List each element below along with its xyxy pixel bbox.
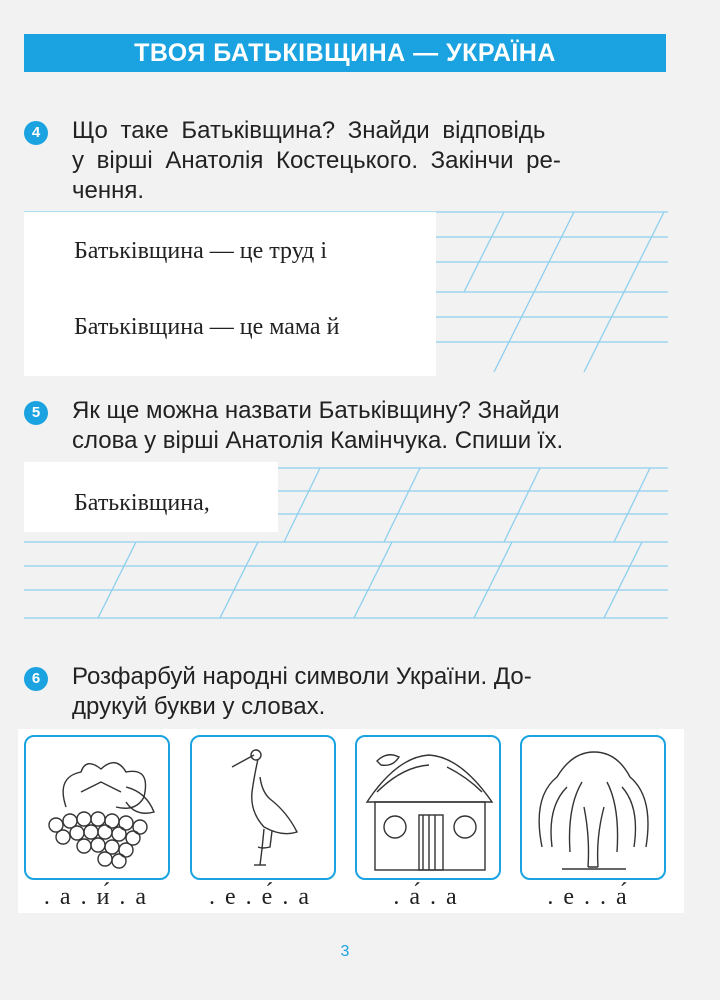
task-6-line-2: друкуй букви у словах. [72, 693, 326, 720]
page-title: ТВОЯ БАТЬКІВЩИНА — УКРАЇНА [24, 34, 666, 72]
willow-icon [522, 737, 664, 878]
symbol-card-stork[interactable] [190, 735, 336, 880]
symbol-card-house[interactable] [355, 735, 501, 880]
answer-prompt-box-4 [24, 212, 436, 376]
task-4-line-2: у вірші Анатолія Костецького. Закінчи ре- [72, 147, 561, 174]
word-grapes[interactable]: . а . и́ . а [43, 884, 149, 910]
symbol-card-grapes[interactable] [24, 735, 170, 880]
task-5-line-1: Як ще можна назвати Батьківщину? Знайди [72, 397, 560, 424]
word-house[interactable]: . а́ . а [393, 884, 459, 910]
prompt-homeland: Батьківщина, [74, 490, 210, 516]
task-4-line-3: чення. [72, 177, 145, 204]
symbol-card-willow[interactable] [520, 735, 666, 880]
page-number: 3 [340, 943, 350, 960]
task-4-line-1: Що таке Батьківщина? Знайди відповідь [72, 117, 546, 144]
word-willow[interactable]: . е . . а́ [547, 884, 629, 910]
stork-icon [192, 737, 334, 878]
task-6-line-1: Розфарбуй народні символи України. До- [72, 663, 532, 690]
task-5-line-2: слова у вірші Анатолія Камінчука. Спиши їх. [72, 427, 564, 454]
grapes-icon [26, 737, 168, 878]
house-icon [357, 737, 499, 878]
task-number-5: 5 [24, 401, 48, 425]
prompt-mother: Батьківщина — це мама й [74, 314, 340, 340]
prompt-labor: Батьківщина — це труд і [74, 238, 328, 264]
task-number-4: 4 [24, 121, 48, 145]
task-number-6: 6 [24, 667, 48, 691]
word-stork[interactable]: . е . е́ . а [209, 884, 311, 910]
